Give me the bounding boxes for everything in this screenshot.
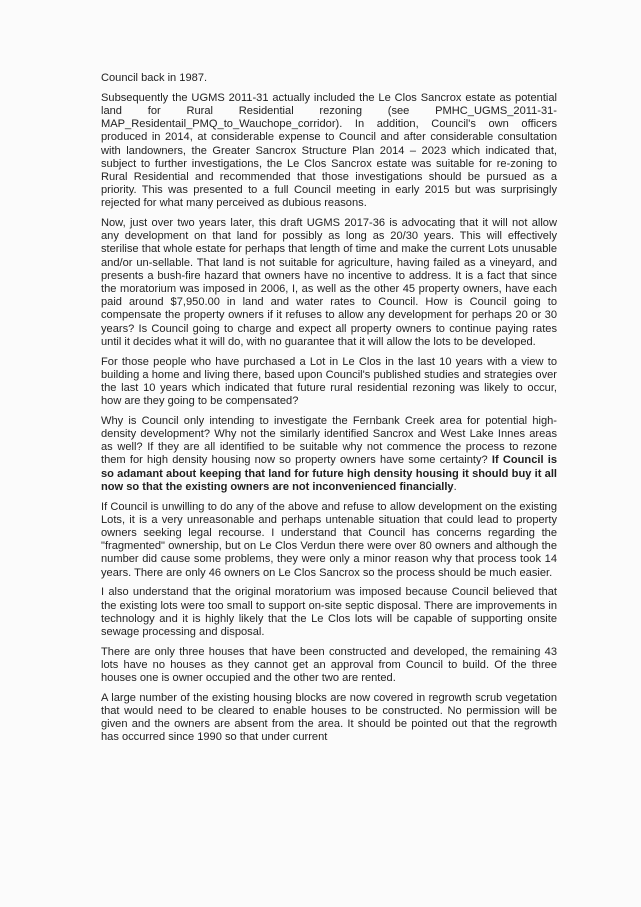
paragraph-ugms-2011: Subsequently the UGMS 2011-31 actually included the Le Clos Sancrox estate as potential land for Rural Residential rezoning (see PMHC_UGMS_2011-31-MAP_Residentail_PMQ_to_Wauchope_corridor). In addition, Council's own officers produced in 2014, at considerable expense to Council and after considerable consultation with landowners, the Greater Sancrox Structure Plan 2014 – 2023 which indicated that, subject to further investigations, the Le Clos Sancrox estate was suitable for re-zoning to Rural Residential and recommended that those investigations should be pursued as a priority. This was presented to a full Council meeting in early 2015 but was surprisingly rejected for what many perceived as dubious reasons. (101, 91, 557, 210)
document-body (101, 72, 557, 751)
paragraph-fernbank-text: Why is Council only intending to investigate the Fernbank Creek area for potential high-density development? Why not the similarly identified Sancrox and West Lake Innes areas as well? If they are all identified to be suitable why not commence the process to rezone them for high density housing now so property owners have some certainty? (101, 414, 557, 467)
paragraph-regrowth: A large number of the existing housing blocks are now covered in regrowth scrub vegetation that would need to be cleared to enable houses to be constructed. No permission will be given and the owners are absent from the area. It should be pointed out that the regrowth has occurred since 1990 so that under current (101, 691, 557, 744)
paragraph-compensation: For those people who have purchased a Lot in Le Clos in the last 10 years with a view to building a home and living there, based upon Council's published studies and strategies over the last 10 years which indicated that future rural residential rezoning was likely to occur, how are they going to be compensated? (101, 355, 557, 408)
opening-line: Council back in 1987. (101, 72, 208, 84)
paragraph-draft-ugms-2017: Now, just over two years later, this draft UGMS 2017-36 is advocating that it will not allow any development on that land for possibly as long as 20/30 years. This will effectively sterilise that whole estate for perhaps that length of time and make the current Lots unusable and/or un-sellable. That land is not suitable for agriculture, having failed as a vineyard, and presents a bush-fire hazard that owners have no incentive to address. It is a fact that since the moratorium was imposed in 2006, I, as well as the other 45 property owners, have each paid around $7,950.00 in land and water rates to Council. How is Council going to compensate the property owners if it refuses to allow any development for perhaps 20 or 30 years? Is Council going to charge and expect all property owners to continue paying rates until it decides what it will do, with no guarantee that it will allow the lots to be developed. (101, 217, 557, 348)
paragraph-houses: There are only three houses that have been constructed and developed, the remaining 43 lots have no houses as they cannot get an approval from Council to build. Of the three houses one is owner occupied and the other two are rented. (101, 645, 557, 685)
paragraph-legal-recourse: If Council is unwilling to do any of the above and refuse to allow development on the existing Lots, it is a very unreasonable and perhaps untenable situation that could lead to property owners seeking legal recourse. I understand that Council has concerns regarding the "fragmented" ownership, but on Le Clos Verdun there were over 80 owners and although the number did cause some problems, they were only a minor reason why that process took 14 years. There are only 46 owners on Le Clos Sancrox so the process should be much easier. (101, 500, 557, 579)
paragraph-moratorium: I also understand that the original moratorium was imposed because Council believed that the existing lots were too small to support on-site septic disposal. There are improvements in technology and it is highly likely that the Le Clos lots will be capable of supporting onsite sewage processing and disposal. (101, 586, 557, 638)
paragraph-fernbank-end: . (453, 480, 457, 493)
paragraph-fernbank-bold-text: If Council is so adamant about keeping that land for future high density housing it should buy it all now so that the existing owners are not inconvenienced financially (101, 454, 557, 493)
paragraph-fernbank-creek (101, 415, 557, 494)
